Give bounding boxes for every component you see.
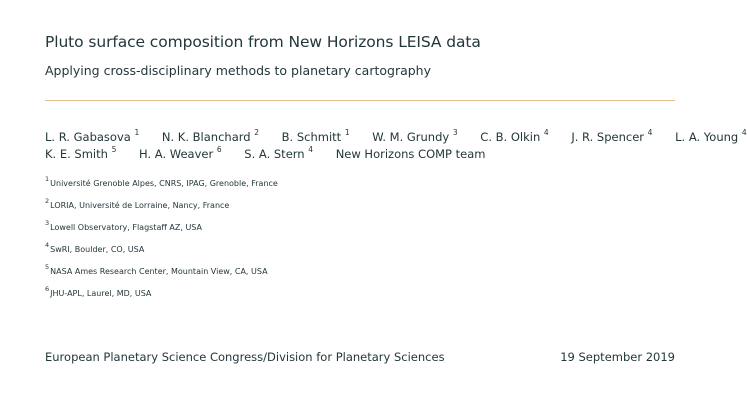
author-affiliation-marker: 3	[452, 128, 458, 138]
author	[480, 130, 548, 144]
slide-title: Pluto surface composition from New Horizons LEISA data	[45, 33, 481, 51]
affiliation-number: 2	[45, 197, 50, 206]
affiliation-item	[45, 175, 278, 201]
author-name: B. Schmitt	[281, 130, 342, 144]
event-name: European Planetary Science Congress/Division for Planetary Sciences	[45, 350, 445, 364]
author-affiliation-marker: 1	[134, 128, 140, 138]
author-line-2	[45, 146, 685, 163]
author-affiliation-marker: 4	[543, 128, 549, 138]
author-affiliation-marker: 4	[741, 128, 747, 138]
author-name: H. A. Weaver	[139, 147, 214, 161]
affiliation-number: 4	[45, 241, 50, 250]
author	[244, 147, 313, 161]
presentation-date: 19 September 2019	[560, 350, 675, 364]
author-name: L. R. Gabasova	[45, 130, 131, 144]
affiliation-number: 5	[45, 263, 50, 272]
affiliation-text: NASA Ames Research Center, Mountain View, CA, USA	[50, 267, 268, 276]
author	[162, 130, 259, 144]
author-name: K. E. Smith	[45, 147, 108, 161]
author-name: S. A. Stern	[244, 147, 305, 161]
author	[571, 130, 652, 144]
author-affiliation-marker: 6	[216, 145, 222, 155]
author-name: J. R. Spencer	[571, 130, 645, 144]
author	[45, 130, 139, 144]
author-list	[45, 128, 747, 163]
author	[372, 130, 457, 144]
affiliation-text: SwRI, Boulder, CO, USA	[50, 245, 145, 254]
author-affiliation-marker: 5	[111, 145, 117, 155]
author	[336, 147, 486, 161]
author-line-1	[45, 128, 747, 146]
affiliation-item	[45, 197, 278, 223]
affiliation-text: Lowell Observatory, Flagstaff AZ, USA	[50, 223, 202, 232]
author	[675, 130, 747, 144]
author	[282, 130, 350, 144]
author-affiliation-marker: 1	[344, 128, 350, 138]
affiliation-item	[45, 241, 278, 267]
affiliation-text: LORIA, Université de Lorraine, Nancy, France	[50, 201, 230, 210]
slide-subtitle: Applying cross-disciplinary methods to planetary cartography	[45, 63, 431, 78]
title-divider	[45, 100, 675, 101]
author-affiliation-marker: 4	[647, 128, 653, 138]
author-name: L. A. Young	[675, 130, 739, 144]
author	[45, 147, 116, 161]
affiliation-number: 3	[45, 219, 50, 228]
author-name: W. M. Grundy	[372, 130, 450, 144]
affiliation-item	[45, 285, 278, 311]
author-affiliation-marker: 4	[308, 145, 314, 155]
affiliation-list	[45, 175, 278, 311]
affiliation-item	[45, 263, 278, 289]
author-name: N. K. Blanchard	[161, 130, 251, 144]
author-name: New Horizons COMP team	[335, 147, 486, 161]
author-name: C. B. Olkin	[480, 130, 541, 144]
author	[139, 147, 222, 161]
affiliation-text: JHU-APL, Laurel, MD, USA	[50, 289, 152, 298]
affiliation-item	[45, 219, 278, 245]
affiliation-number: 6	[45, 285, 50, 294]
affiliation-number: 1	[45, 175, 50, 184]
affiliation-text: Université Grenoble Alpes, CNRS, IPAG, Grenoble, France	[50, 179, 278, 188]
author-affiliation-marker: 2	[254, 128, 259, 138]
